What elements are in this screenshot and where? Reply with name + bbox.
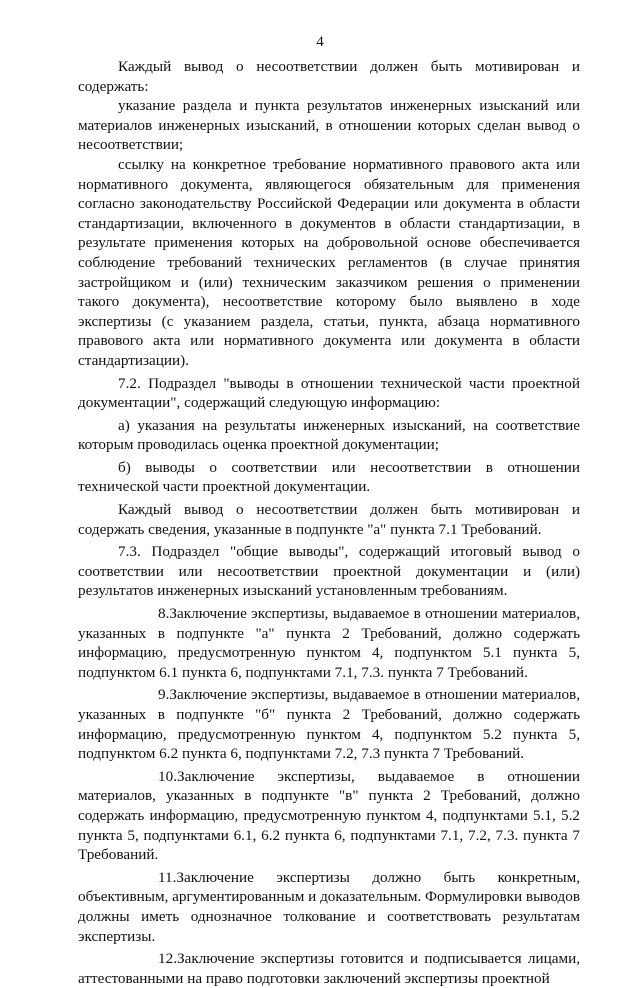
numbered-paragraph: 9.Заключение экспертизы, выдаваемое в отношении материалов, указанных в подпункте "б" пункта 2 Требований, должно содержать информацию, предусмотренную пунктом 4, подпунктом 5.2 пункта 5, подпунктом 6.2 пункта 6, подпунктами 7.2, 7.3 пункта 7 Требований. bbox=[78, 686, 580, 763]
paragraph-number: 12. bbox=[158, 950, 177, 968]
numbered-paragraph: 12.Заключение экспертизы готовится и подписывается лицами, аттестованными на право подготовки заключений экспертизы проектной bbox=[78, 950, 580, 987]
paragraph: 7.3. Подраздел "общие выводы", содержащий итоговый вывод о соответствии или несоответствии проектной документации и (или) результатов инженерных изысканий установленным требованиям. bbox=[78, 543, 580, 600]
paragraph: а) указания на результаты инженерных изысканий, на соответствие которым проводилась оценка проектной документации; bbox=[78, 416, 580, 454]
paragraph: Каждый вывод о несоответствии должен быть мотивирован и содержать сведения, указанные в подпункте "а" пункта 7.1 Требований. bbox=[78, 501, 580, 538]
paragraph: Каждый вывод о несоответствии должен быть мотивирован и содержать: bbox=[78, 58, 580, 95]
paragraph-number: 8. bbox=[158, 605, 170, 623]
numbered-paragraph: 8.Заключение экспертизы, выдаваемое в отношении материалов, указанных в подпункте "а" пункта 2 Требований, должно содержать информацию, предусмотренную пунктом 4, подпунктом 5.1 пункта 5, подпунктом 6.1 пункта 6, подпунктами 7.1, 7.3. пункта 7 Требований. bbox=[78, 605, 580, 681]
paragraph: указание раздела и пункта результатов инженерных изысканий или материалов инженерных изысканий, в отношении которых сделан вывод о несоответствии; bbox=[78, 97, 580, 154]
paragraph-number: 10. bbox=[158, 767, 177, 785]
page-number: 4 bbox=[316, 34, 324, 50]
paragraph: 7.2. Подраздел "выводы в отношении технической части проектной документации", содержащий следующую информацию: bbox=[78, 374, 580, 412]
document-body bbox=[78, 57, 580, 988]
numbered-paragraph: 11.Заключение экспертизы должно быть конкретным, объективным, аргументированным и доказательным. Формулировки выводов должны иметь однозначное толкование и соответствовать результатам экспертизы. bbox=[78, 868, 581, 945]
paragraph-number: 9. bbox=[158, 686, 170, 704]
paragraph: б) выводы о соответствии или несоответствии в отношении технической части проектной документации. bbox=[78, 458, 580, 496]
paragraph-number: 11. bbox=[158, 868, 177, 886]
numbered-paragraph: 10.Заключение экспертизы, выдаваемое в отношении материалов, указанных в подпункте "в" пункта 2 Требований, должно содержать информацию, предусмотренную пунктом 4, подпунктами 5.1, 5.2 пункта 5, подпунктами 6.1, 6.2 пункта 6, подпунктами 7.1, 7.2, 7.3. пункта 7 Требований. bbox=[78, 767, 580, 864]
paragraph: ссылку на конкретное требование нормативного правового акта или нормативного документа, являющегося обязательным для применения согласно законодательству Российской Федерации или документа в области стандартизации, включенного в документов в области стандартизации, в результате применения которых на добровольной основе обеспечивается соблюдение требований технических регламентов (в случае принятия застройщиком и (или) техническим заказчиком решения о применении такого документа), несоответствие которому было выявлено в ходе экспертизы (с указанием раздела, статьи, пункта, абзаца нормативного правового акта или нормативного документа или документа в области стандартизации). bbox=[78, 155, 580, 369]
